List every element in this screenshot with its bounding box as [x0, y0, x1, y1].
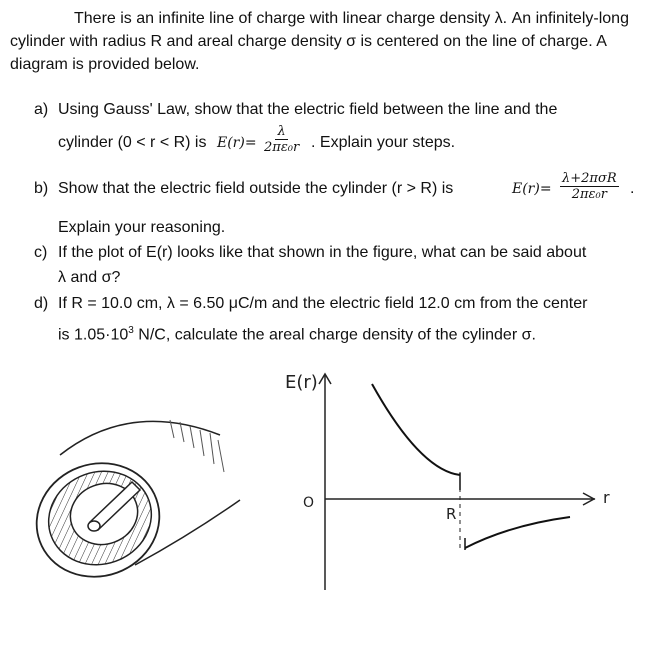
question-d-line2-start: is 1.05·10: [58, 326, 129, 344]
question-d-exponent: 3: [128, 325, 134, 336]
question-a-eq-lhs: E(r)=: [217, 135, 257, 151]
question-a-line2: cylinder (0 < r < R) is: [58, 134, 207, 151]
line-charge-end: [88, 521, 100, 531]
question-a-fraction-numerator: λ: [277, 124, 286, 139]
question-d-line2: [58, 321, 536, 345]
question-c-line1: If the plot of E(r) looks like that shown in the figure, what can be said about: [58, 244, 587, 261]
question-b-fraction-numerator: λ+2πσR: [562, 171, 617, 186]
question-a-label: a): [34, 101, 49, 118]
origin-label: O: [303, 495, 315, 511]
question-b-fraction-denominator: 2πε₀r: [571, 187, 607, 202]
question-a-fraction-denominator: 2πε₀r: [264, 140, 300, 155]
field-curve-outside: [465, 517, 570, 548]
question-b-tail: .: [630, 180, 635, 197]
question-b-fraction: [560, 171, 619, 202]
x-axis-label: r: [603, 488, 610, 507]
question-a-line1: Using Gauss' Law, show that the electric field between the line and the: [58, 101, 558, 118]
question-c-label: c): [34, 244, 48, 261]
intro-paragraph: There is an infinite line of charge with linear charge density λ. An infinitely-long cylinder with radius R and areal charge density σ is centered on the line of charge. A diagram is provided below.: [10, 10, 629, 73]
cylinder-diagram: [20, 360, 260, 620]
question-a-fraction: [264, 124, 299, 155]
radius-label: R: [446, 505, 457, 523]
question-d-line2-end: N/C, calculate the areal charge density of the cylinder σ.: [133, 326, 536, 344]
question-b-label: b): [34, 180, 49, 197]
question-b-line1: Show that the electric field outside the cylinder (r > R) is: [58, 180, 454, 197]
question-b-eq-lhs: E(r)=: [512, 181, 552, 197]
cylinder-top-edge: [60, 421, 220, 455]
question-a-tail: . Explain your steps.: [311, 134, 456, 151]
field-plot: [270, 360, 640, 590]
question-c-line2: λ and σ?: [58, 269, 121, 286]
question-b-line2: Explain your reasoning.: [58, 219, 226, 236]
question-d-label: d): [34, 295, 49, 312]
field-curve-inside: [372, 384, 460, 475]
question-d-line1: If R = 10.0 cm, λ = 6.50 μC/m and the electric field 12.0 cm from the center: [58, 295, 588, 312]
y-axis-label: E(r): [285, 372, 318, 393]
